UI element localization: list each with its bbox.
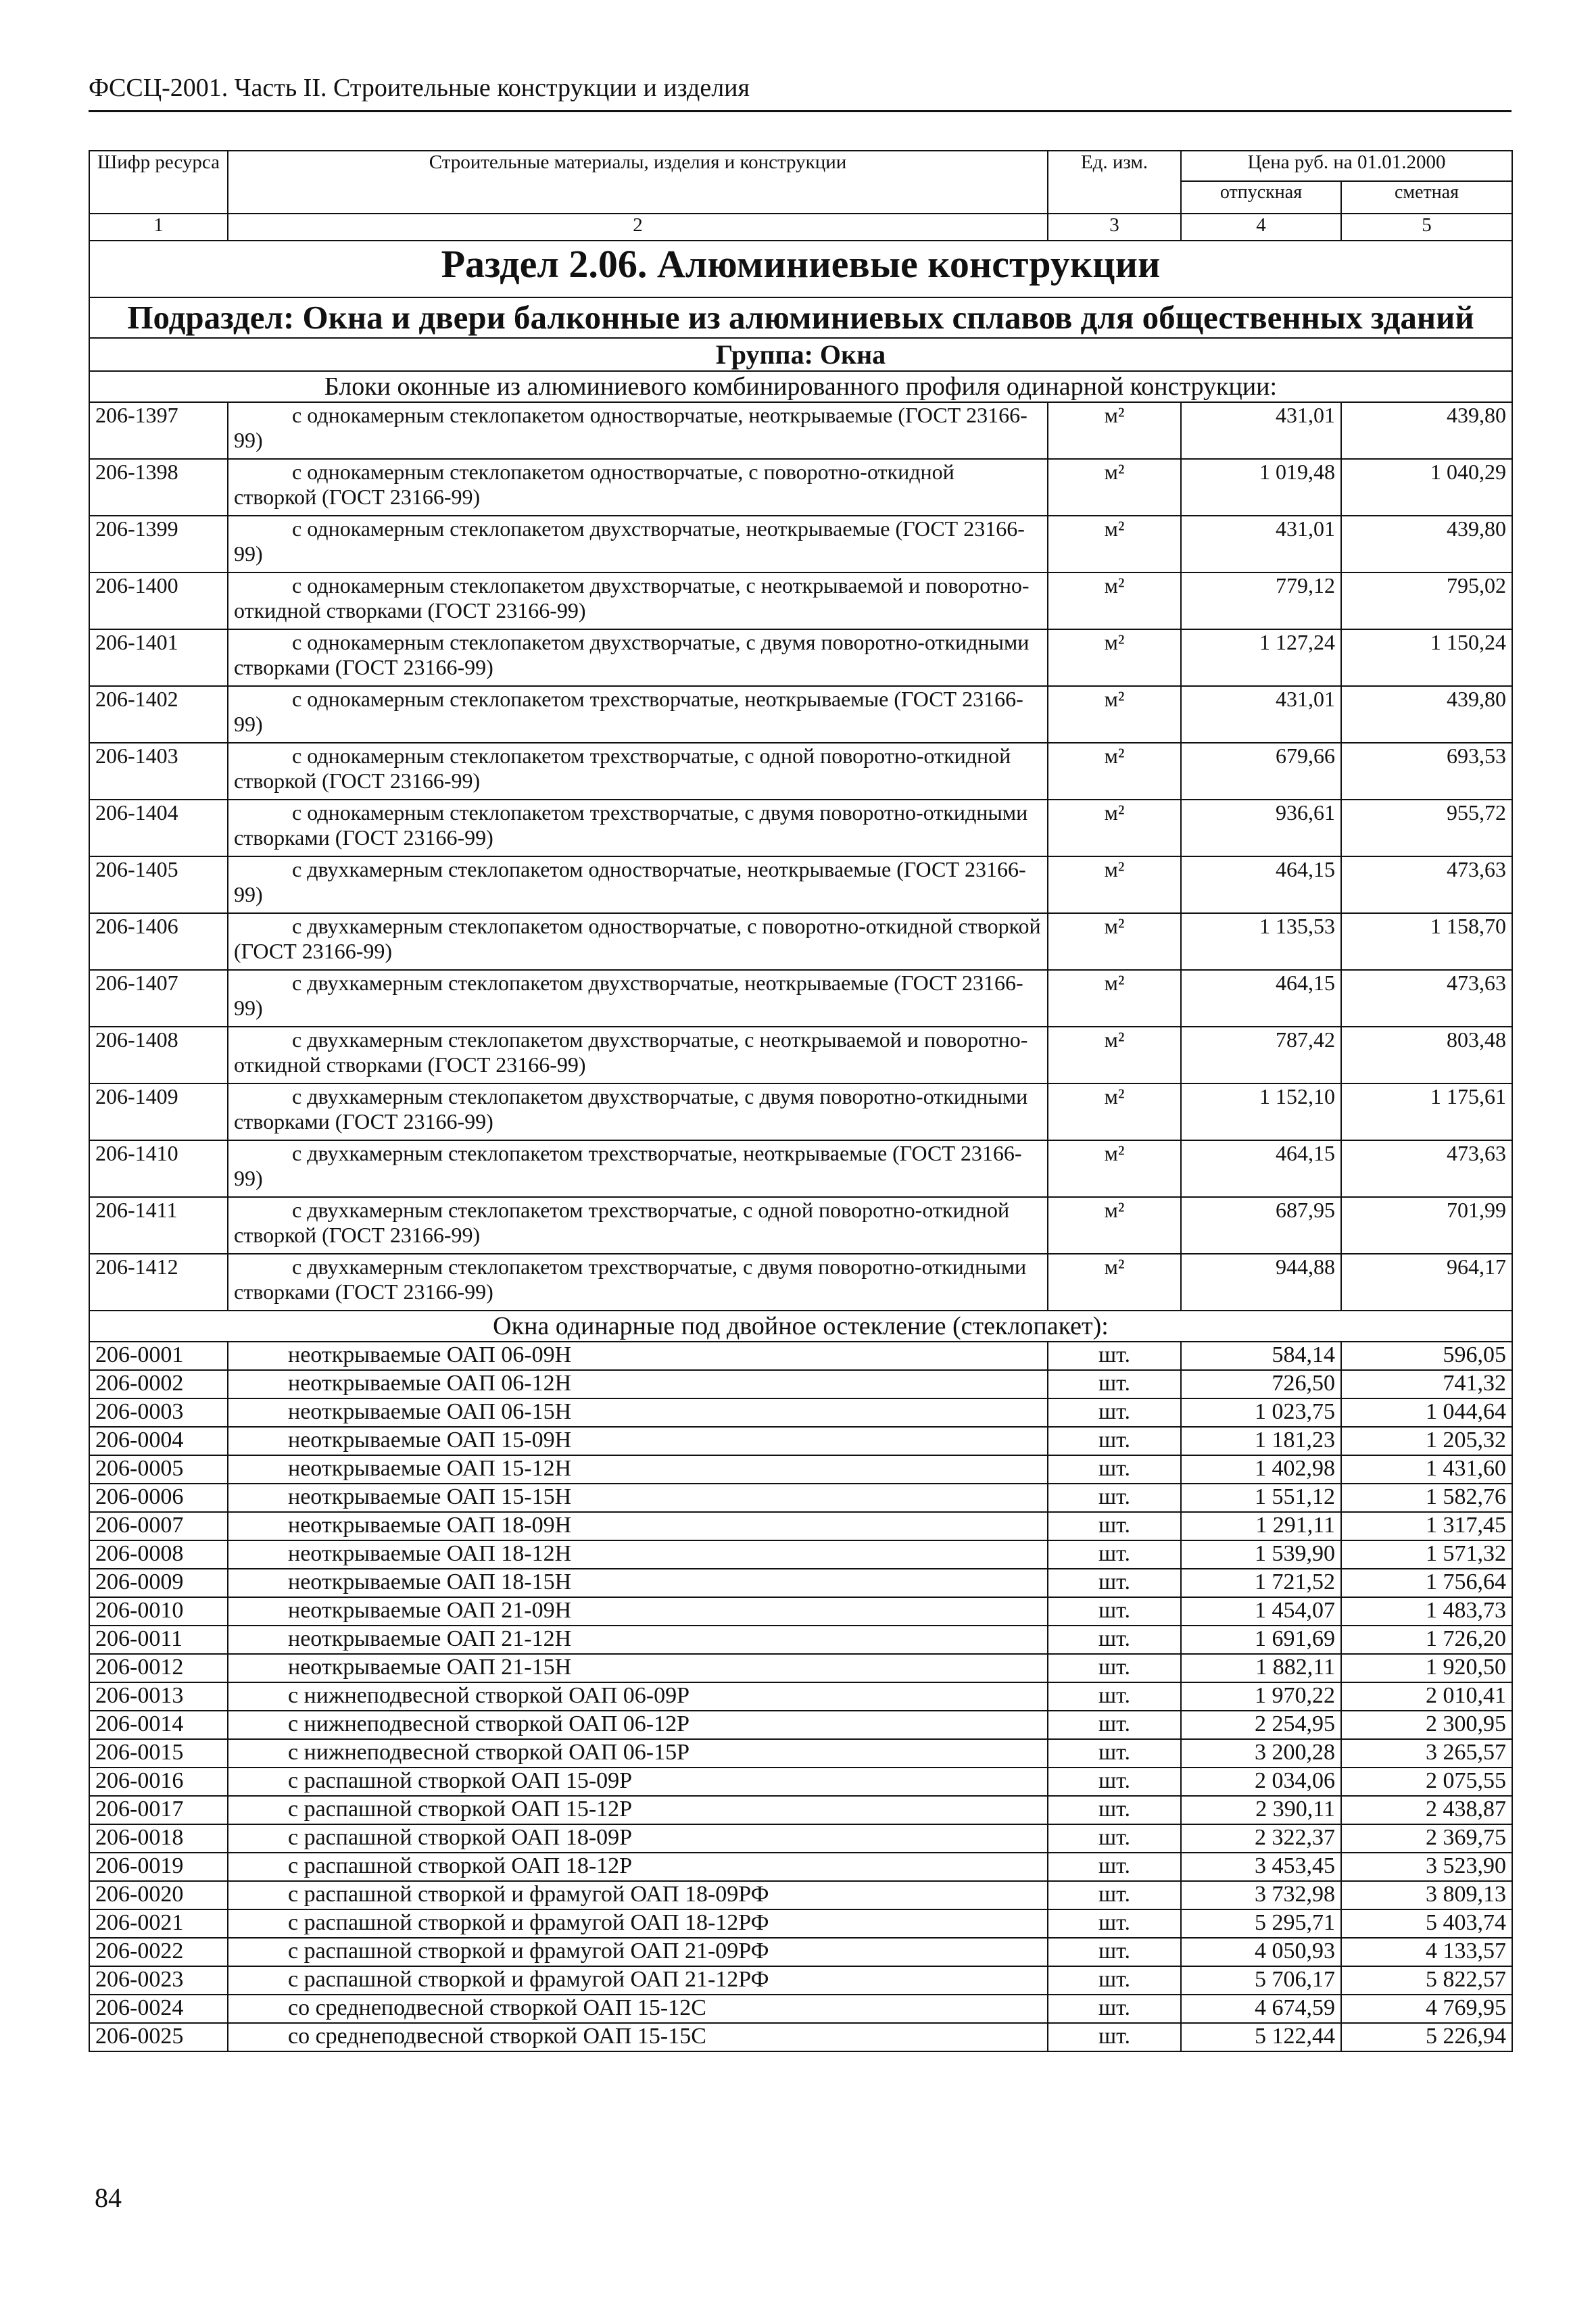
release-price-cell: 1 181,23 (1181, 1427, 1341, 1455)
item-name-cell: с однокамерным стеклопакетом двухстворчатые, неоткрываемые (ГОСТ 23166-99) (228, 516, 1048, 572)
estimate-price-cell: 1 317,45 (1341, 1512, 1512, 1540)
estimate-price-cell: 1 158,70 (1341, 913, 1512, 970)
estimate-price-cell: 5 226,94 (1341, 2023, 1512, 2051)
unit-cell: м² (1048, 913, 1181, 970)
resource-code-cell: 206-0024 (89, 1995, 228, 2023)
unit-cell: м² (1048, 856, 1181, 913)
item-name-cell: неоткрываемые ОАП 18-12Н (228, 1540, 1048, 1569)
release-price-cell: 1 023,75 (1181, 1398, 1341, 1427)
release-price-cell: 2 034,06 (1181, 1768, 1341, 1796)
header-code: Шифр ресурса (89, 151, 228, 214)
estimate-price-cell: 741,32 (1341, 1370, 1512, 1398)
estimate-price-cell: 803,48 (1341, 1027, 1512, 1083)
column-number: 4 (1181, 214, 1341, 241)
estimate-price-cell: 955,72 (1341, 800, 1512, 856)
resource-code-cell: 206-0005 (89, 1455, 228, 1484)
unit-cell: шт. (1048, 1796, 1181, 1824)
unit-cell: шт. (1048, 1995, 1181, 2023)
unit-cell: шт. (1048, 1626, 1181, 1654)
estimate-price-cell: 439,80 (1341, 402, 1512, 459)
table-row (89, 2023, 1512, 2051)
estimate-price-cell: 4 769,95 (1341, 1995, 1512, 2023)
release-price-cell: 1 019,48 (1181, 459, 1341, 516)
release-price-cell: 1 454,07 (1181, 1597, 1341, 1626)
resource-code-cell: 206-1398 (89, 459, 228, 516)
item-name-cell: с однокамерным стеклопакетом трехстворчатые, неоткрываемые (ГОСТ 23166-99) (228, 686, 1048, 743)
item-name-cell: неоткрываемые ОАП 21-09Н (228, 1597, 1048, 1626)
release-price-cell: 3 732,98 (1181, 1881, 1341, 1909)
item-name-cell: неоткрываемые ОАП 15-15Н (228, 1484, 1048, 1512)
column-number: 2 (228, 214, 1048, 241)
table-row (89, 1254, 1512, 1311)
release-price-cell: 687,95 (1181, 1197, 1341, 1254)
price-table (89, 150, 1513, 2052)
resource-code-cell: 206-1407 (89, 970, 228, 1027)
table-row (89, 686, 1512, 743)
resource-code-cell: 206-1402 (89, 686, 228, 743)
column-number: 1 (89, 214, 228, 241)
estimate-price-cell: 473,63 (1341, 970, 1512, 1027)
subsection-row (89, 297, 1512, 338)
item-name-cell: со среднеподвесной створкой ОАП 15-15С (228, 2023, 1048, 2051)
estimate-price-cell: 473,63 (1341, 1140, 1512, 1197)
release-price-cell: 1 291,11 (1181, 1512, 1341, 1540)
release-price-cell: 4 674,59 (1181, 1995, 1341, 2023)
estimate-price-cell: 2 010,41 (1341, 1682, 1512, 1711)
item-name-cell: с распашной створкой и фрамугой ОАП 18-12РФ (228, 1909, 1048, 1938)
item-name-cell: с однокамерным стеклопакетом одностворчатые, неоткрываемые (ГОСТ 23166-99) (228, 402, 1048, 459)
header-column-numbers (89, 214, 1512, 241)
resource-code-cell: 206-0006 (89, 1484, 228, 1512)
resource-code-cell: 206-0004 (89, 1427, 228, 1455)
estimate-price-cell: 1 044,64 (1341, 1398, 1512, 1427)
unit-cell: м² (1048, 402, 1181, 459)
resource-code-cell: 206-1403 (89, 743, 228, 800)
estimate-price-cell: 1 571,32 (1341, 1540, 1512, 1569)
unit-cell: м² (1048, 800, 1181, 856)
unit-cell: шт. (1048, 2023, 1181, 2051)
unit-cell: шт. (1048, 1597, 1181, 1626)
release-price-cell: 679,66 (1181, 743, 1341, 800)
resource-code-cell: 206-1401 (89, 629, 228, 686)
group-row (89, 338, 1512, 371)
release-price-cell: 1 551,12 (1181, 1484, 1341, 1512)
resource-code-cell: 206-0022 (89, 1938, 228, 1966)
item-name-cell: неоткрываемые ОАП 15-12Н (228, 1455, 1048, 1484)
release-price-cell: 5 295,71 (1181, 1909, 1341, 1938)
resource-code-cell: 206-0017 (89, 1796, 228, 1824)
resource-code-cell: 206-0012 (89, 1654, 228, 1682)
release-price-cell: 584,14 (1181, 1342, 1341, 1370)
unit-cell: м² (1048, 572, 1181, 629)
item-name-cell: с нижнеподвесной створкой ОАП 06-12Р (228, 1711, 1048, 1739)
unit-cell: шт. (1048, 1342, 1181, 1370)
group-title: Группа: Окна (89, 338, 1512, 371)
release-price-cell: 1 970,22 (1181, 1682, 1341, 1711)
estimate-price-cell: 439,80 (1341, 686, 1512, 743)
table-row (89, 913, 1512, 970)
table-row (89, 1512, 1512, 1540)
estimate-price-cell: 2 438,87 (1341, 1796, 1512, 1824)
resource-code-cell: 206-1408 (89, 1027, 228, 1083)
resource-code-cell: 206-1400 (89, 572, 228, 629)
estimate-price-cell: 1 920,50 (1341, 1654, 1512, 1682)
release-price-cell: 464,15 (1181, 970, 1341, 1027)
estimate-price-cell: 1 150,24 (1341, 629, 1512, 686)
block-title: Окна одинарные под двойное остекление (стеклопакет): (89, 1311, 1512, 1342)
block-title-row (89, 1311, 1512, 1342)
table-row (89, 1654, 1512, 1682)
item-name-cell: с распашной створкой и фрамугой ОАП 18-09РФ (228, 1881, 1048, 1909)
table-row (89, 516, 1512, 572)
estimate-price-cell: 1 582,76 (1341, 1484, 1512, 1512)
unit-cell: шт. (1048, 1881, 1181, 1909)
release-price-cell: 4 050,93 (1181, 1938, 1341, 1966)
table-row (89, 970, 1512, 1027)
unit-cell: м² (1048, 1197, 1181, 1254)
release-price-cell: 779,12 (1181, 572, 1341, 629)
unit-cell: м² (1048, 970, 1181, 1027)
header-rule (89, 110, 1512, 112)
unit-cell: шт. (1048, 1370, 1181, 1398)
table-row (89, 1938, 1512, 1966)
table-row (89, 1796, 1512, 1824)
resource-code-cell: 206-0013 (89, 1682, 228, 1711)
item-name-cell: неоткрываемые ОАП 15-09Н (228, 1427, 1048, 1455)
release-price-cell: 1 721,52 (1181, 1569, 1341, 1597)
resource-code-cell: 206-0009 (89, 1569, 228, 1597)
estimate-price-cell: 693,53 (1341, 743, 1512, 800)
item-name-cell: с двухкамерным стеклопакетом двухстворчатые, с неоткрываемой и поворотно-откидной створками (ГОСТ 23166-99) (228, 1027, 1048, 1083)
table-row (89, 1370, 1512, 1398)
table-row (89, 1455, 1512, 1484)
table-row (89, 1427, 1512, 1455)
header-price-estimate: сметная (1341, 181, 1512, 214)
release-price-cell: 464,15 (1181, 856, 1341, 913)
unit-cell: шт. (1048, 1768, 1181, 1796)
unit-cell: шт. (1048, 1427, 1181, 1455)
unit-cell: шт. (1048, 1654, 1181, 1682)
unit-cell: шт. (1048, 1512, 1181, 1540)
table-row (89, 1881, 1512, 1909)
page-header: ФССЦ-2001. Часть II. Строительные конструкции и изделия (89, 74, 750, 102)
item-name-cell: с распашной створкой и фрамугой ОАП 21-12РФ (228, 1966, 1048, 1995)
release-price-cell: 936,61 (1181, 800, 1341, 856)
release-price-cell: 1 127,24 (1181, 629, 1341, 686)
item-name-cell: с распашной створкой ОАП 15-09Р (228, 1768, 1048, 1796)
release-price-cell: 1 402,98 (1181, 1455, 1341, 1484)
unit-cell: шт. (1048, 1909, 1181, 1938)
estimate-price-cell: 1 726,20 (1341, 1626, 1512, 1654)
estimate-price-cell: 2 300,95 (1341, 1711, 1512, 1739)
unit-cell: м² (1048, 516, 1181, 572)
unit-cell: м² (1048, 629, 1181, 686)
unit-cell: м² (1048, 1083, 1181, 1140)
header-row-1 (89, 151, 1512, 181)
item-name-cell: с однокамерным стеклопакетом двухстворчатые, с неоткрываемой и поворотно-откидной створками (ГОСТ 23166-99) (228, 572, 1048, 629)
estimate-price-cell: 1 483,73 (1341, 1597, 1512, 1626)
item-name-cell: с двухкамерным стеклопакетом одностворчатые, с поворотно-откидной створкой (ГОСТ 23166-99) (228, 913, 1048, 970)
item-name-cell: с двухкамерным стеклопакетом трехстворчатые, неоткрываемые (ГОСТ 23166-99) (228, 1140, 1048, 1197)
resource-code-cell: 206-0020 (89, 1881, 228, 1909)
unit-cell: шт. (1048, 1569, 1181, 1597)
estimate-price-cell: 795,02 (1341, 572, 1512, 629)
release-price-cell: 431,01 (1181, 686, 1341, 743)
header-price-release: отпускная (1181, 181, 1341, 214)
estimate-price-cell: 4 133,57 (1341, 1938, 1512, 1966)
resource-code-cell: 206-0018 (89, 1824, 228, 1853)
resource-code-cell: 206-0014 (89, 1711, 228, 1739)
item-name-cell: неоткрываемые ОАП 21-15Н (228, 1654, 1048, 1682)
resource-code-cell: 206-0025 (89, 2023, 228, 2051)
release-price-cell: 726,50 (1181, 1370, 1341, 1398)
header-price-title: Цена руб. на 01.01.2000 (1181, 151, 1512, 181)
estimate-price-cell: 1 205,32 (1341, 1427, 1512, 1455)
item-name-cell: с двухкамерным стеклопакетом двухстворчатые, неоткрываемые (ГОСТ 23166-99) (228, 970, 1048, 1027)
unit-cell: м² (1048, 686, 1181, 743)
block-title-row (89, 371, 1512, 402)
resource-code-cell: 206-0007 (89, 1512, 228, 1540)
column-number: 5 (1341, 214, 1512, 241)
unit-cell: м² (1048, 1027, 1181, 1083)
table-row (89, 1484, 1512, 1512)
resource-code-cell: 206-0021 (89, 1909, 228, 1938)
table-row (89, 459, 1512, 516)
table-row (89, 1398, 1512, 1427)
resource-code-cell: 206-0003 (89, 1398, 228, 1427)
price-table-body (89, 151, 1512, 2051)
resource-code-cell: 206-0015 (89, 1739, 228, 1768)
item-name-cell: неоткрываемые ОАП 06-12Н (228, 1370, 1048, 1398)
release-price-cell: 431,01 (1181, 516, 1341, 572)
item-name-cell: с двухкамерным стеклопакетом трехстворчатые, с одной поворотно-откидной створкой (ГОСТ 23166-99) (228, 1197, 1048, 1254)
table-row (89, 402, 1512, 459)
item-name-cell: с распашной створкой ОАП 15-12Р (228, 1796, 1048, 1824)
resource-code-cell: 206-0023 (89, 1966, 228, 1995)
item-name-cell: с нижнеподвесной створкой ОАП 06-15Р (228, 1739, 1048, 1768)
table-row (89, 1083, 1512, 1140)
table-row (89, 1853, 1512, 1881)
estimate-price-cell: 3 523,90 (1341, 1853, 1512, 1881)
estimate-price-cell: 2 075,55 (1341, 1768, 1512, 1796)
release-price-cell: 1 882,11 (1181, 1654, 1341, 1682)
resource-code-cell: 206-0001 (89, 1342, 228, 1370)
release-price-cell: 3 200,28 (1181, 1739, 1341, 1768)
resource-code-cell: 206-0016 (89, 1768, 228, 1796)
table-row (89, 1682, 1512, 1711)
item-name-cell: с однокамерным стеклопакетом трехстворчатые, с одной поворотно-откидной створкой (ГОСТ 23166-99) (228, 743, 1048, 800)
estimate-price-cell: 1 431,60 (1341, 1455, 1512, 1484)
resource-code-cell: 206-1405 (89, 856, 228, 913)
release-price-cell: 464,15 (1181, 1140, 1341, 1197)
section-row (89, 241, 1512, 297)
unit-cell: м² (1048, 743, 1181, 800)
release-price-cell: 5 706,17 (1181, 1966, 1341, 1995)
resource-code-cell: 206-0010 (89, 1597, 228, 1626)
table-row (89, 1540, 1512, 1569)
item-name-cell: с двухкамерным стеклопакетом трехстворчатые, с двумя поворотно-откидными створками (ГОСТ 23166-99) (228, 1254, 1048, 1311)
block-title: Блоки оконные из алюминиевого комбинированного профиля одинарной конструкции: (89, 371, 1512, 402)
unit-cell: шт. (1048, 1938, 1181, 1966)
page-number: 84 (95, 2183, 122, 2213)
item-name-cell: с однокамерным стеклопакетом одностворчатые, с поворотно-откидной створкой (ГОСТ 23166-99) (228, 459, 1048, 516)
resource-code-cell: 206-0008 (89, 1540, 228, 1569)
release-price-cell: 1 691,69 (1181, 1626, 1341, 1654)
estimate-price-cell: 5 822,57 (1341, 1966, 1512, 1995)
item-name-cell: со среднеподвесной створкой ОАП 15-12С (228, 1995, 1048, 2023)
item-name-cell: неоткрываемые ОАП 18-09Н (228, 1512, 1048, 1540)
table-row (89, 1626, 1512, 1654)
item-name-cell: с нижнеподвесной створкой ОАП 06-09Р (228, 1682, 1048, 1711)
unit-cell: м² (1048, 1254, 1181, 1311)
estimate-price-cell: 3 809,13 (1341, 1881, 1512, 1909)
resource-code-cell: 206-1404 (89, 800, 228, 856)
item-name-cell: с однокамерным стеклопакетом двухстворчатые, с двумя поворотно-откидными створками (ГОСТ 23166-99) (228, 629, 1048, 686)
header-name: Строительные материалы, изделия и конструкции (228, 151, 1048, 214)
table-row (89, 1027, 1512, 1083)
unit-cell: шт. (1048, 1455, 1181, 1484)
item-name-cell: с распашной створкой ОАП 18-09Р (228, 1824, 1048, 1853)
item-name-cell: неоткрываемые ОАП 18-15Н (228, 1569, 1048, 1597)
estimate-price-cell: 964,17 (1341, 1254, 1512, 1311)
item-name-cell: с однокамерным стеклопакетом трехстворчатые, с двумя поворотно-откидными створками (ГОСТ 23166-99) (228, 800, 1048, 856)
release-price-cell: 2 390,11 (1181, 1796, 1341, 1824)
table-row (89, 1824, 1512, 1853)
item-name-cell: неоткрываемые ОАП 06-09Н (228, 1342, 1048, 1370)
unit-cell: шт. (1048, 1682, 1181, 1711)
resource-code-cell: 206-1409 (89, 1083, 228, 1140)
resource-code-cell: 206-0002 (89, 1370, 228, 1398)
estimate-price-cell: 5 403,74 (1341, 1909, 1512, 1938)
release-price-cell: 1 152,10 (1181, 1083, 1341, 1140)
resource-code-cell: 206-1399 (89, 516, 228, 572)
table-row (89, 800, 1512, 856)
table-row (89, 1995, 1512, 2023)
unit-cell: шт. (1048, 1711, 1181, 1739)
resource-code-cell: 206-1397 (89, 402, 228, 459)
unit-cell: шт. (1048, 1398, 1181, 1427)
item-name-cell: неоткрываемые ОАП 06-15Н (228, 1398, 1048, 1427)
item-name-cell: с двухкамерным стеклопакетом двухстворчатые, с двумя поворотно-откидными створками (ГОСТ 23166-99) (228, 1083, 1048, 1140)
unit-cell: шт. (1048, 1484, 1181, 1512)
section-title: Раздел 2.06. Алюминиевые конструкции (89, 241, 1512, 297)
table-row (89, 572, 1512, 629)
item-name-cell: с распашной створкой и фрамугой ОАП 21-09РФ (228, 1938, 1048, 1966)
table-row (89, 1569, 1512, 1597)
release-price-cell: 3 453,45 (1181, 1853, 1341, 1881)
resource-code-cell: 206-1406 (89, 913, 228, 970)
release-price-cell: 1 539,90 (1181, 1540, 1341, 1569)
resource-code-cell: 206-0019 (89, 1853, 228, 1881)
estimate-price-cell: 1 040,29 (1341, 459, 1512, 516)
table-row (89, 1597, 1512, 1626)
column-number: 3 (1048, 214, 1181, 241)
estimate-price-cell: 701,99 (1341, 1197, 1512, 1254)
release-price-cell: 2 254,95 (1181, 1711, 1341, 1739)
estimate-price-cell: 596,05 (1341, 1342, 1512, 1370)
unit-cell: м² (1048, 459, 1181, 516)
estimate-price-cell: 3 265,57 (1341, 1739, 1512, 1768)
item-name-cell: с распашной створкой ОАП 18-12Р (228, 1853, 1048, 1881)
resource-code-cell: 206-1412 (89, 1254, 228, 1311)
unit-cell: шт. (1048, 1824, 1181, 1853)
table-row (89, 1342, 1512, 1370)
unit-cell: шт. (1048, 1853, 1181, 1881)
item-name-cell: неоткрываемые ОАП 21-12Н (228, 1626, 1048, 1654)
table-row (89, 743, 1512, 800)
estimate-price-cell: 1 175,61 (1341, 1083, 1512, 1140)
unit-cell: шт. (1048, 1966, 1181, 1995)
release-price-cell: 431,01 (1181, 402, 1341, 459)
table-row (89, 1966, 1512, 1995)
resource-code-cell: 206-1411 (89, 1197, 228, 1254)
table-row (89, 1197, 1512, 1254)
item-name-cell: с двухкамерным стеклопакетом одностворчатые, неоткрываемые (ГОСТ 23166-99) (228, 856, 1048, 913)
table-row (89, 1909, 1512, 1938)
resource-code-cell: 206-0011 (89, 1626, 228, 1654)
estimate-price-cell: 1 756,64 (1341, 1569, 1512, 1597)
unit-cell: шт. (1048, 1540, 1181, 1569)
table-row (89, 1140, 1512, 1197)
resource-code-cell: 206-1410 (89, 1140, 228, 1197)
table-row (89, 1711, 1512, 1739)
estimate-price-cell: 2 369,75 (1341, 1824, 1512, 1853)
estimate-price-cell: 473,63 (1341, 856, 1512, 913)
release-price-cell: 787,42 (1181, 1027, 1341, 1083)
release-price-cell: 1 135,53 (1181, 913, 1341, 970)
table-row (89, 629, 1512, 686)
table-row (89, 856, 1512, 913)
table-row (89, 1768, 1512, 1796)
unit-cell: шт. (1048, 1739, 1181, 1768)
table-row (89, 1739, 1512, 1768)
unit-cell: м² (1048, 1140, 1181, 1197)
header-unit: Ед. изм. (1048, 151, 1181, 214)
release-price-cell: 5 122,44 (1181, 2023, 1341, 2051)
release-price-cell: 944,88 (1181, 1254, 1341, 1311)
subsection-title: Подраздел: Окна и двери балконные из алюминиевых сплавов для общественных зданий (89, 297, 1512, 338)
release-price-cell: 2 322,37 (1181, 1824, 1341, 1853)
estimate-price-cell: 439,80 (1341, 516, 1512, 572)
